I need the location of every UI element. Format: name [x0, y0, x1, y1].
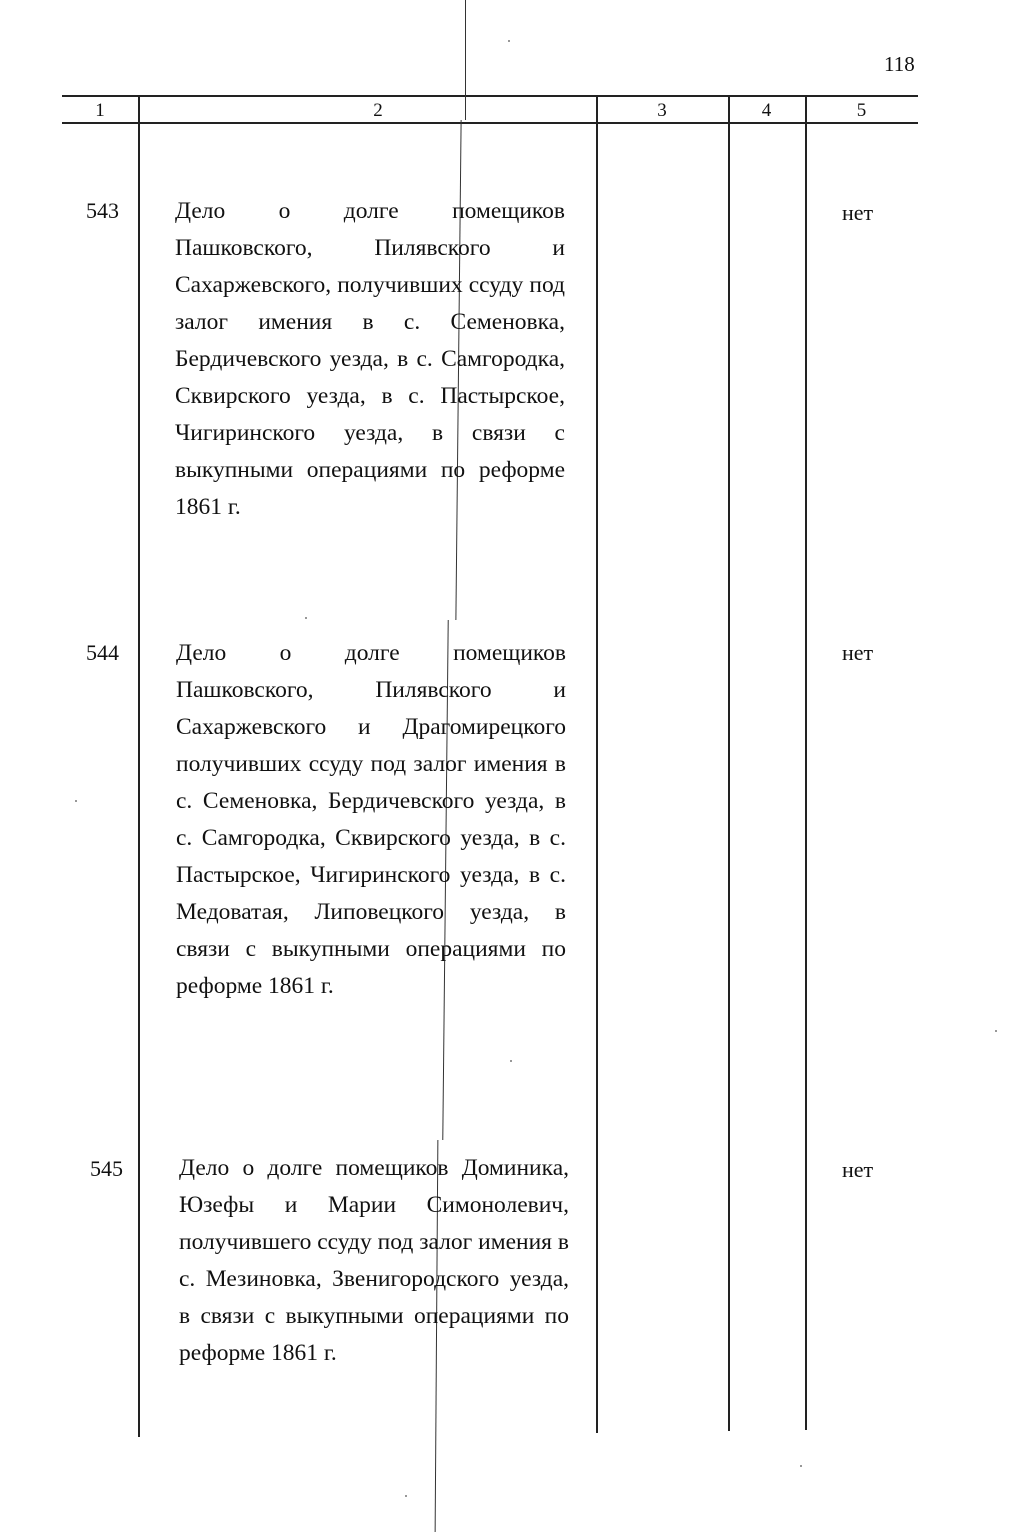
- page-number: 118: [884, 52, 915, 76]
- row-description: Дело о долге помещиков Пашковского, Пилявского и Сахаржевского и Драгомирецкого получивших ссуду под залог имения в с. Семеновка, Бердичевского уезда, в с. Самгородка, Сквирского уезда, в с. Пастырское, Чигиринского уезда, в с. Медоватая, Липовецкого уезда, в связи с выкупными операциями по реформе 1861 г.: [176, 640, 566, 999]
- column-divider-3: [728, 95, 730, 1431]
- row-col5-value: нет: [842, 200, 874, 225]
- scan-speck: [510, 1060, 512, 1062]
- row-number: 544: [86, 640, 119, 665]
- row-number: 543: [86, 198, 119, 223]
- scan-speck: [405, 1495, 407, 1497]
- row-description: Дело о долге помещиков Пашковского, Пилявского и Сахаржевского, получивших ссуду под залог имения в с. Семеновка, Бердичевского уезда, в с. Самгородка, Сквирского уезда, в с. Пастырское, Чигиринского уезда, в связи с выкупными операциями по реформе 1861 г.: [175, 198, 565, 520]
- row-col5-value: нет: [842, 640, 874, 665]
- header-col-1: 1: [95, 100, 105, 121]
- header-col-3: 3: [657, 100, 667, 121]
- scan-speck: [305, 617, 307, 619]
- scan-speck: [800, 1465, 802, 1467]
- row-col5-value: нет: [842, 1157, 874, 1182]
- scan-speck: [75, 800, 77, 802]
- column-divider-1: [138, 95, 140, 1437]
- column-divider-2: [596, 95, 598, 1433]
- table-top-rule: [62, 95, 918, 97]
- scan-speck: [508, 40, 510, 42]
- table-header-bottom-rule: [62, 122, 918, 124]
- header-col-4: 4: [761, 100, 772, 121]
- row-number: 545: [90, 1156, 123, 1181]
- header-col-5: 5: [856, 100, 867, 121]
- header-col-2: 2: [373, 100, 383, 121]
- scan-speck: [995, 1030, 997, 1032]
- column-divider-4: [805, 95, 807, 1430]
- row-description: Дело о долге помещиков Доминика, Юзефы и Марии Симонолевич, получившего ссуду под залог имения в с. Мезиновка, Звенигородского уезда, в связи с выкупными операциями по реформе 1861 г.: [179, 1155, 569, 1366]
